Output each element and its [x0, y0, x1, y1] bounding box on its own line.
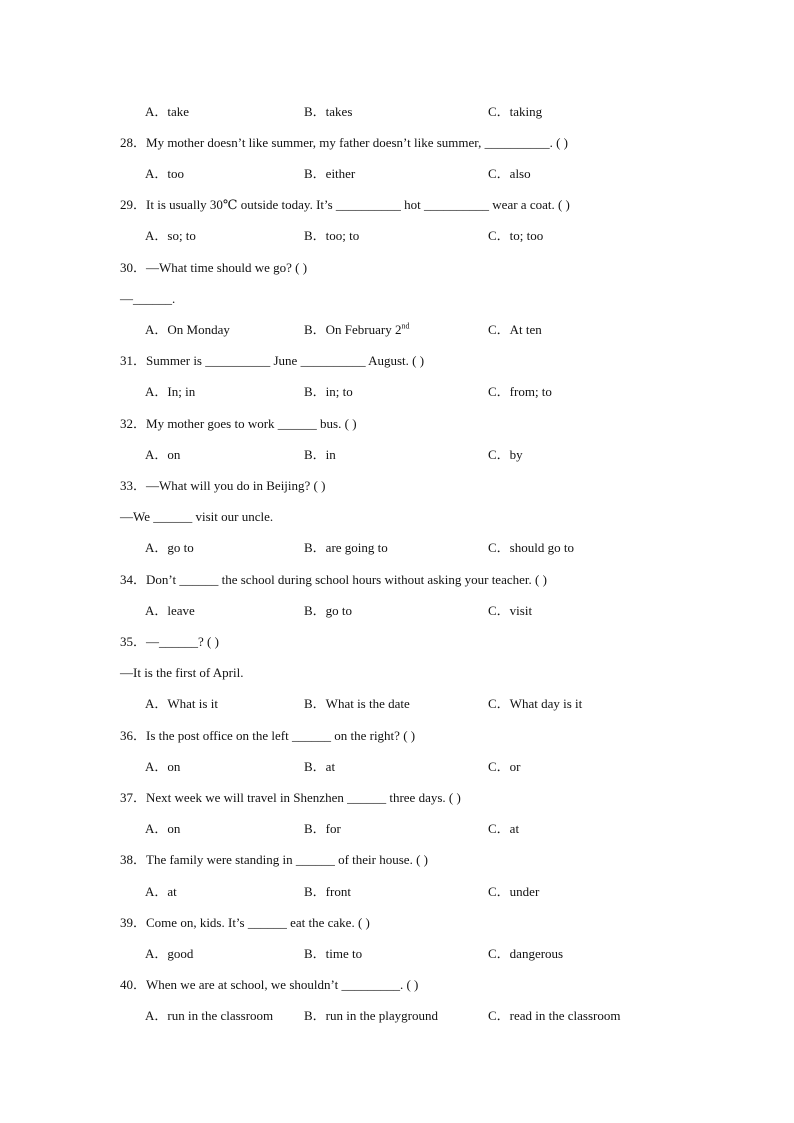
option-a: A．so; to — [145, 228, 196, 243]
response-33 — [0, 507, 794, 527]
options-row-29 — [0, 226, 794, 246]
option-c: C．to; too — [488, 228, 544, 243]
option-b: B．takes — [304, 104, 353, 119]
options-row-39 — [0, 944, 794, 964]
question-34 — [0, 570, 794, 590]
options-row-37 — [0, 819, 794, 839]
option-c: C．from; to — [488, 384, 552, 399]
options-row-36 — [0, 757, 794, 777]
question-number: 30． — [120, 260, 147, 275]
option-c: C．visit — [488, 603, 533, 618]
question-stem: —What time should we go? ( ) — [146, 260, 308, 275]
question-number: 37． — [120, 790, 147, 805]
question-number: 36． — [120, 728, 147, 743]
option-c: C．by — [488, 447, 523, 462]
dialogue-response: —______. — [120, 291, 176, 306]
option-b: B．What is the date — [304, 696, 410, 711]
options-row-32 — [0, 445, 794, 465]
option-a: A．take — [145, 104, 190, 119]
option-b-text: B．On February 2 — [304, 322, 402, 337]
option-c: C．read in the classroom — [488, 1008, 621, 1023]
option-b: B．front — [304, 884, 351, 899]
question-38 — [0, 850, 794, 870]
dialogue-response: —We ______ visit our uncle. — [120, 509, 274, 524]
options-row-30 — [0, 320, 794, 340]
question-number: 40． — [120, 977, 147, 992]
option-c: C．What day is it — [488, 696, 583, 711]
options-row-40 — [0, 1006, 794, 1026]
option-c: C．under — [488, 884, 540, 899]
option-a: A．at — [145, 884, 177, 899]
option-c: C．also — [488, 166, 531, 181]
question-stem: Summer is __________ June __________ August. ( ) — [146, 353, 425, 368]
question-37 — [0, 788, 794, 808]
question-stem: —What will you do in Beijing? ( ) — [146, 478, 326, 493]
question-stem: Don’t ______ the school during school hours without asking your teacher. ( ) — [146, 572, 547, 587]
option-a: A．good — [145, 946, 194, 961]
option-c: C．taking — [488, 104, 543, 119]
options-row-27 — [0, 102, 794, 122]
question-stem: Is the post office on the left ______ on the right? ( ) — [146, 728, 416, 743]
question-number: 32． — [120, 416, 147, 431]
question-number: 29． — [120, 197, 147, 212]
options-row-28 — [0, 164, 794, 184]
question-36 — [0, 726, 794, 746]
question-28 — [0, 133, 794, 153]
options-row-38 — [0, 882, 794, 902]
option-b: B．either — [304, 166, 356, 181]
question-stem: —______? ( ) — [146, 634, 219, 649]
question-stem: It is usually 30℃ outside today. It’s __________ hot __________ wear a coat. ( ) — [146, 197, 570, 212]
question-stem: The family were standing in ______ of their house. ( ) — [146, 852, 428, 867]
question-stem: When we are at school, we shouldn’t _________. ( ) — [146, 977, 419, 992]
option-a: A．On Monday — [145, 322, 230, 337]
option-b: B．at — [304, 759, 336, 774]
question-29 — [0, 195, 794, 215]
option-b: B．run in the playground — [304, 1008, 438, 1023]
option-a: A．on — [145, 447, 181, 462]
question-number: 35． — [120, 634, 147, 649]
question-number: 34． — [120, 572, 147, 587]
question-stem: My mother goes to work ______ bus. ( ) — [146, 416, 357, 431]
option-a: A．on — [145, 759, 181, 774]
options-row-31 — [0, 382, 794, 402]
response-35 — [0, 663, 794, 683]
option-b: B．too; to — [304, 228, 360, 243]
option-b: B．go to — [304, 603, 353, 618]
option-a: A．run in the classroom — [145, 1008, 274, 1023]
dialogue-response: —It is the first of April. — [120, 665, 244, 680]
option-c: C．should go to — [488, 540, 574, 555]
question-40 — [0, 975, 794, 995]
question-35 — [0, 632, 794, 652]
option-a: A．go to — [145, 540, 194, 555]
question-32 — [0, 414, 794, 434]
option-a: A．leave — [145, 603, 195, 618]
option-c: C．At ten — [488, 322, 542, 337]
question-number: 39． — [120, 915, 147, 930]
option-b: B．for — [304, 821, 341, 836]
question-stem: Come on, kids. It’s ______ eat the cake. ( ) — [146, 915, 370, 930]
option-b: B．time to — [304, 946, 363, 961]
question-39 — [0, 913, 794, 933]
option-b: B．in; to — [304, 384, 353, 399]
question-number: 33． — [120, 478, 147, 493]
question-stem: Next week we will travel in Shenzhen ______ three days. ( ) — [146, 790, 461, 805]
option-c: C．dangerous — [488, 946, 564, 961]
response-30 — [0, 289, 794, 309]
question-number: 28． — [120, 135, 147, 150]
option-c: C．at — [488, 821, 520, 836]
option-b: B．are going to — [304, 540, 388, 555]
option-b — [304, 320, 410, 340]
options-row-33 — [0, 538, 794, 558]
question-30 — [0, 258, 794, 278]
option-a: A．on — [145, 821, 181, 836]
question-number: 31． — [120, 353, 147, 368]
options-row-35 — [0, 694, 794, 714]
question-stem: My mother doesn’t like summer, my father doesn’t like summer, __________. ( ) — [146, 135, 569, 150]
option-a: A．What is it — [145, 696, 218, 711]
option-a: A．too — [145, 166, 185, 181]
option-b: B．in — [304, 447, 336, 462]
option-a: A．In; in — [145, 384, 196, 399]
question-33 — [0, 476, 794, 496]
question-31 — [0, 351, 794, 371]
question-number: 38． — [120, 852, 147, 867]
option-c: C．or — [488, 759, 521, 774]
ordinal-suffix: nd — [401, 321, 410, 331]
options-row-34 — [0, 601, 794, 621]
